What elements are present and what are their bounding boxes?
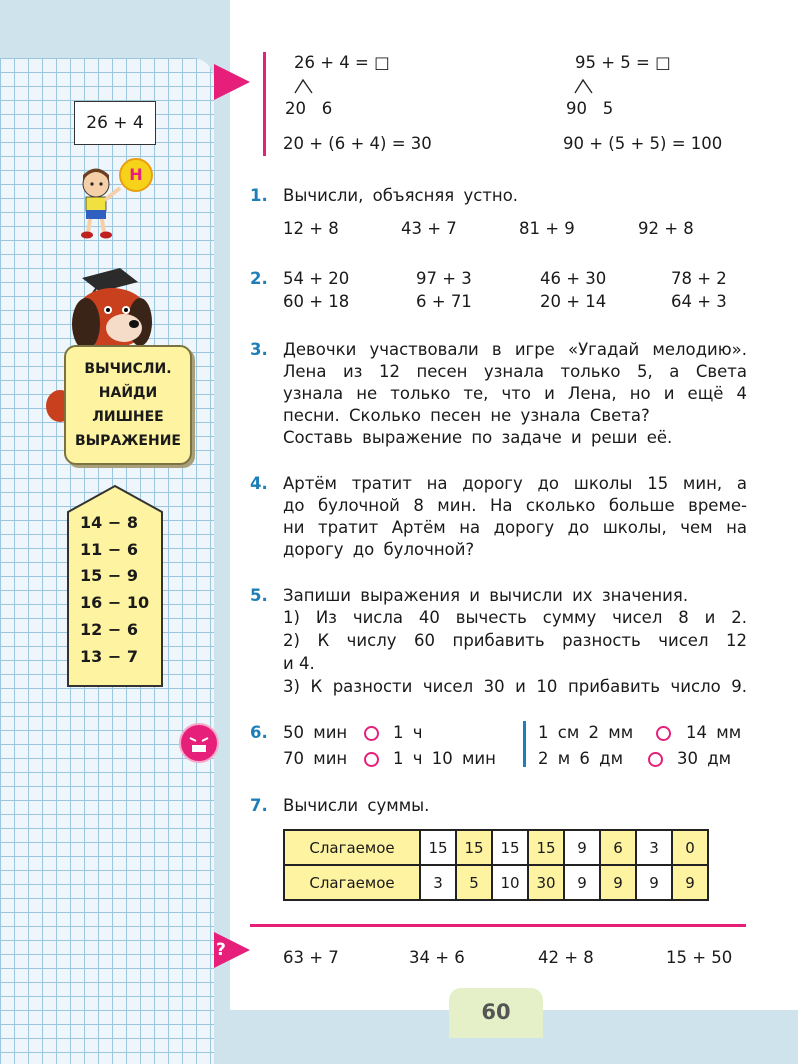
expression: 64 + 3 [671, 292, 727, 311]
table-cell: 9 [600, 865, 636, 900]
task-instruction-panel [64, 345, 192, 465]
expression: 6 + 71 [416, 292, 472, 311]
hint-letter: Н [129, 165, 143, 184]
example-left-equation: 26 + 4 = □ [294, 53, 390, 72]
compare-circle-icon [364, 726, 379, 741]
panel-line: ВЫРАЖЕНИЕ [75, 433, 181, 449]
expression: 34 + 6 [409, 948, 465, 967]
table-cell: 9 [672, 865, 708, 900]
example-right-split: 90 5 [566, 99, 614, 118]
comparison-left: 50 мин [283, 723, 348, 742]
comparison-left: 2 м 6 дм [538, 749, 624, 768]
task-text-line: 3) К разности чисел 30 и 10 прибавить число 9. [283, 677, 747, 696]
table-cell: 15 [528, 830, 564, 865]
example-right-equation: 95 + 5 = □ [575, 53, 671, 72]
table-cell: 3 [420, 865, 456, 900]
question-icon: ? [216, 940, 226, 960]
expression: 20 + 14 [540, 292, 607, 311]
hint-badge [119, 158, 153, 192]
table-row [284, 830, 708, 865]
table-row [284, 865, 708, 900]
task-text-line: Девочки участвовали в игре «Угадай мелодию». [283, 340, 747, 359]
table-cell: 0 [672, 830, 708, 865]
task-text-line: дорогу до булочной? [283, 540, 475, 559]
example-left-result: 20 + (6 + 4) = 30 [283, 134, 432, 153]
table-cell: 10 [492, 865, 528, 900]
panel-line: ЛИШНЕЕ [92, 409, 164, 425]
page-number: 60 [449, 988, 543, 1038]
sum-table [283, 829, 709, 901]
expression: 92 + 8 [638, 219, 694, 238]
task-text-line: Лена из 12 песен узнала только 5, а Света [283, 362, 747, 381]
table-cell: 9 [636, 865, 672, 900]
table-cell: 9 [564, 830, 600, 865]
house-expression: 11 − 6 [80, 540, 138, 559]
task-text-line: до булочной 8 мин. На сколько больше време- [283, 496, 747, 515]
expression: 60 + 18 [283, 292, 350, 311]
column-divider [523, 721, 526, 767]
task-title: Вычисли, объясняя устно. [283, 186, 519, 205]
example-bar [263, 52, 266, 156]
example-right-result: 90 + (5 + 5) = 100 [563, 134, 723, 153]
row-label: Слагаемое [284, 865, 420, 900]
table-cell: 15 [420, 830, 456, 865]
table-cell: 30 [528, 865, 564, 900]
task-text-line: ни тратит Артём на дорогу до школы, чем на [283, 518, 747, 537]
house-expression: 14 − 8 [80, 513, 138, 532]
compare-circle-icon [364, 752, 379, 767]
expression: 46 + 30 [540, 269, 607, 288]
task-text-line: 2) К числу 60 прибавить разность чисел 12 [283, 631, 747, 650]
panel-line: ВЫЧИСЛИ. [84, 361, 172, 377]
table-cell: 15 [492, 830, 528, 865]
house-expression: 12 − 6 [80, 620, 138, 639]
task-text-line: песни. Сколько песен не узнала Света? [283, 406, 650, 425]
task-text-line: 1) Из числа 40 вычесть сумму чисел 8 и 2. [283, 608, 747, 627]
table-cell: 3 [636, 830, 672, 865]
task-number: 7. [250, 796, 268, 815]
expression: 97 + 3 [416, 269, 472, 288]
expression: 81 + 9 [519, 219, 575, 238]
split-mark [572, 78, 596, 94]
house-expression: 16 − 10 [80, 593, 150, 612]
bonus-divider [250, 924, 746, 927]
expression: 78 + 2 [671, 269, 727, 288]
compare-circle-icon [656, 726, 671, 741]
expression: 12 + 8 [283, 219, 339, 238]
comparison-right: 1 ч 10 мин [393, 749, 496, 768]
task-number: 6. [250, 723, 268, 742]
table-cell: 15 [456, 830, 492, 865]
expression: 63 + 7 [283, 948, 339, 967]
expression: 43 + 7 [401, 219, 457, 238]
example-marker-icon [214, 64, 250, 100]
house-expression: 15 − 9 [80, 566, 138, 585]
table-cell: 5 [456, 865, 492, 900]
task-number: 2. [250, 269, 268, 288]
task-title: Вычисли суммы. [283, 796, 430, 815]
compare-circle-icon [648, 752, 663, 767]
task-text-line: Запиши выражения и вычисли их значения. [283, 586, 689, 605]
split-mark [292, 78, 316, 94]
table-cell: 9 [564, 865, 600, 900]
example-box: 26 + 4 [74, 101, 156, 145]
comparison-right: 30 дм [677, 749, 732, 768]
comparison-left: 70 мин [283, 749, 348, 768]
comparison-left: 1 см 2 мм [538, 723, 634, 742]
task-number: 5. [250, 586, 268, 605]
expression: 15 + 50 [666, 948, 733, 967]
task-number: 1. [250, 186, 268, 205]
task-number: 3. [250, 340, 268, 359]
expression: 54 + 20 [283, 269, 350, 288]
table-cell: 6 [600, 830, 636, 865]
task-text-line: Артём тратит на дорогу до школы 15 мин, а [283, 474, 747, 493]
house-expression: 13 − 7 [80, 647, 138, 666]
comparison-right: 1 ч [393, 723, 423, 742]
creative-task-icon [179, 723, 219, 763]
row-label: Слагаемое [284, 830, 420, 865]
task-text-line: и 4. [283, 654, 315, 673]
expression: 42 + 8 [538, 948, 594, 967]
task-number: 4. [250, 474, 268, 493]
task-text-line: Составь выражение по задаче и реши её. [283, 428, 673, 447]
panel-line: НАЙДИ [98, 385, 158, 401]
comparison-right: 14 мм [686, 723, 742, 742]
task-text-line: узнала не только те, что и Лена, но и ещё 4 [283, 384, 747, 403]
example-left-split: 20 6 [285, 99, 333, 118]
